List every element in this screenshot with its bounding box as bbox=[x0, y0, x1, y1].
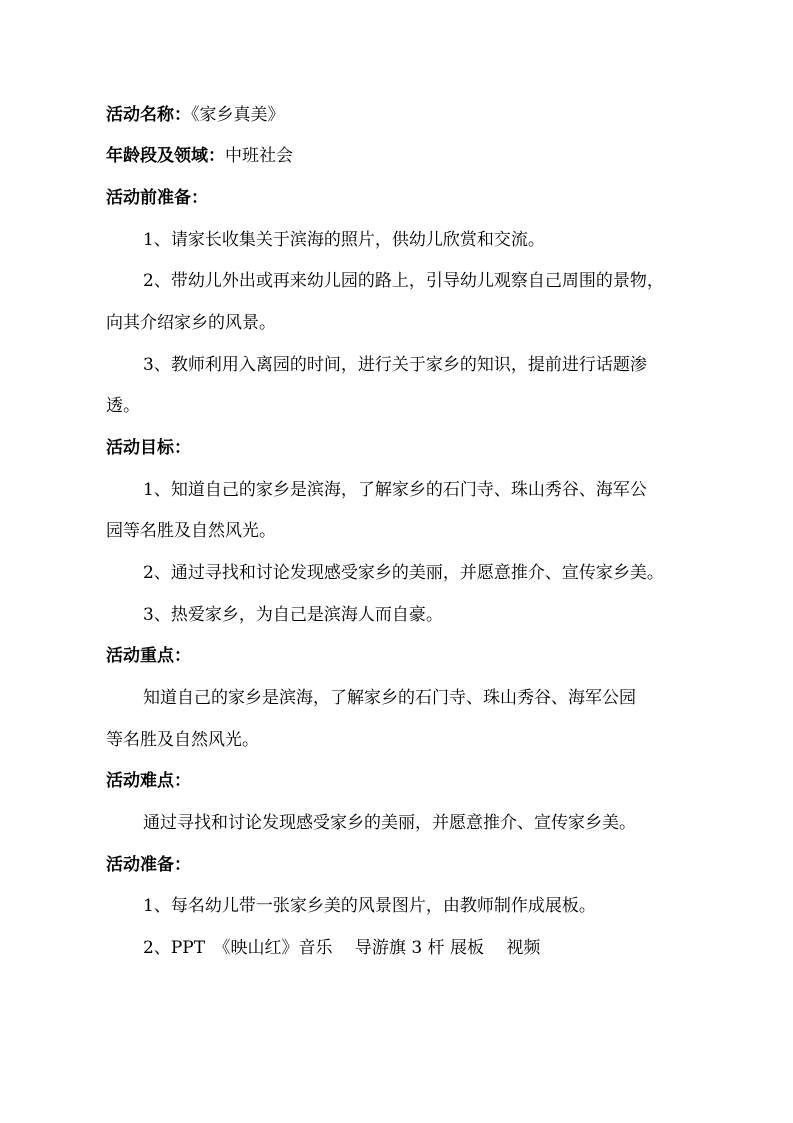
pre-prep-item-1: 1、请家长收集关于滨海的照片，供幼儿欣赏和交流。 bbox=[143, 230, 545, 250]
difficulty-line-1: 通过寻找和讨论发现感受家乡的美丽，并愿意推介、宣传家乡美。 bbox=[143, 813, 636, 833]
goal-item-2: 2、通过寻找和讨论发现感受家乡的美丽，并愿意推介、宣传家乡美。 bbox=[143, 563, 664, 583]
activity-name-label: 活动名称： bbox=[106, 105, 191, 125]
pre-prep-heading: 活动前准备： bbox=[106, 188, 208, 208]
age-domain-value: 中班社会 bbox=[225, 146, 293, 166]
goal-item-3: 3、热爱家乡，为自己是滨海人而自豪。 bbox=[143, 605, 443, 625]
pre-prep-item-3-cont: 透。 bbox=[106, 396, 140, 416]
goals-heading: 活动目标： bbox=[106, 438, 191, 458]
goal-item-1: 1、知道自己的家乡是滨海，了解家乡的石门寺、珠山秀谷、海军公 bbox=[143, 480, 647, 500]
age-domain-line bbox=[106, 144, 293, 168]
pre-prep-item-2: 2、带幼儿外出或再来幼儿园的路上，引导幼儿观察自己周围的景物， bbox=[143, 271, 664, 291]
prep-item-1: 1、每名幼儿带一张家乡美的风景图片，由教师制作成展板。 bbox=[143, 896, 596, 916]
pre-prep-item-2-cont: 向其介绍家乡的风景。 bbox=[106, 313, 276, 333]
prep-heading: 活动准备： bbox=[106, 855, 191, 875]
goal-item-1-cont: 园等名胜及自然风光。 bbox=[106, 521, 276, 541]
key-line-2: 等名胜及自然风光。 bbox=[106, 730, 259, 750]
difficulty-heading: 活动难点： bbox=[106, 771, 191, 791]
key-line-1: 知道自己的家乡是滨海，了解家乡的石门寺、珠山秀谷、海军公园 bbox=[143, 688, 636, 708]
prep-item-2: 2、PPT 《映山红》音乐 导游旗 3 杆 展板 视频 bbox=[143, 938, 541, 958]
activity-name-value: 《家乡真美》 bbox=[191, 105, 285, 125]
key-heading: 活动重点： bbox=[106, 646, 191, 666]
activity-name-line bbox=[106, 103, 285, 127]
age-domain-label: 年龄段及领域： bbox=[106, 146, 225, 166]
pre-prep-item-3: 3、教师利用入离园的时间，进行关于家乡的知识，提前进行话题渗 bbox=[143, 355, 647, 375]
